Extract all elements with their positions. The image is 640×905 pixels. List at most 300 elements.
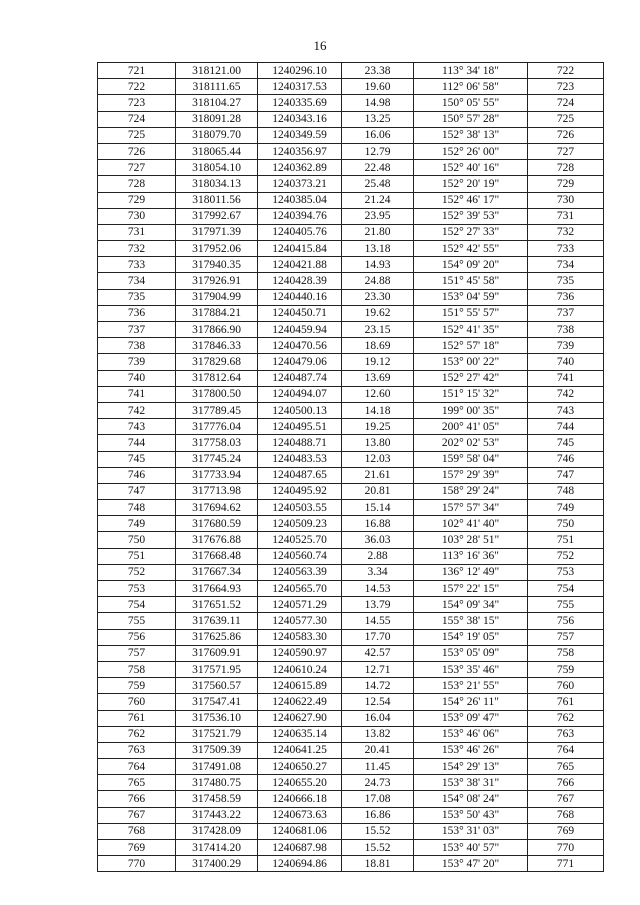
table-row bbox=[98, 143, 604, 159]
table-row bbox=[98, 354, 604, 370]
x-coordinate-cell: 317668.48 bbox=[176, 548, 258, 564]
length-cell: 15.52 bbox=[342, 840, 414, 856]
point-number-cell: 748 bbox=[98, 500, 176, 516]
table-row bbox=[98, 645, 604, 661]
coordinates-table-body bbox=[98, 63, 604, 872]
length-cell: 16.86 bbox=[342, 807, 414, 823]
next-point-cell: 736 bbox=[528, 289, 604, 305]
table-row bbox=[98, 208, 604, 224]
direction-angle-cell: 154° 08' 24" bbox=[414, 791, 528, 807]
table-row bbox=[98, 402, 604, 418]
direction-angle-cell: 157° 29' 39" bbox=[414, 467, 528, 483]
length-cell: 17.08 bbox=[342, 791, 414, 807]
direction-angle-cell: 152° 40' 16" bbox=[414, 160, 528, 176]
y-coordinate-cell: 1240673.63 bbox=[258, 807, 342, 823]
direction-angle-cell: 153° 46' 06" bbox=[414, 726, 528, 742]
next-point-cell: 763 bbox=[528, 726, 604, 742]
y-coordinate-cell: 1240343.16 bbox=[258, 111, 342, 127]
next-point-cell: 726 bbox=[528, 127, 604, 143]
direction-angle-cell: 112° 06' 58" bbox=[414, 79, 528, 95]
length-cell: 23.38 bbox=[342, 63, 414, 79]
x-coordinate-cell: 317609.91 bbox=[176, 645, 258, 661]
direction-angle-cell: 152° 41' 35" bbox=[414, 322, 528, 338]
next-point-cell: 740 bbox=[528, 354, 604, 370]
next-point-cell: 738 bbox=[528, 322, 604, 338]
y-coordinate-cell: 1240615.89 bbox=[258, 678, 342, 694]
y-coordinate-cell: 1240635.14 bbox=[258, 726, 342, 742]
length-cell: 16.88 bbox=[342, 516, 414, 532]
x-coordinate-cell: 317713.98 bbox=[176, 483, 258, 499]
next-point-cell: 725 bbox=[528, 111, 604, 127]
point-number-cell: 733 bbox=[98, 257, 176, 273]
x-coordinate-cell: 317829.68 bbox=[176, 354, 258, 370]
x-coordinate-cell: 317443.22 bbox=[176, 807, 258, 823]
table-row bbox=[98, 289, 604, 305]
length-cell: 14.18 bbox=[342, 402, 414, 418]
length-cell: 21.61 bbox=[342, 467, 414, 483]
point-number-cell: 747 bbox=[98, 483, 176, 499]
length-cell: 21.24 bbox=[342, 192, 414, 208]
page-number: 16 bbox=[313, 38, 327, 53]
y-coordinate-cell: 1240440.16 bbox=[258, 289, 342, 305]
table-row bbox=[98, 856, 604, 872]
table-row bbox=[98, 435, 604, 451]
table-row bbox=[98, 694, 604, 710]
length-cell: 42.57 bbox=[342, 645, 414, 661]
length-cell: 23.15 bbox=[342, 322, 414, 338]
x-coordinate-cell: 317952.06 bbox=[176, 241, 258, 257]
y-coordinate-cell: 1240666.18 bbox=[258, 791, 342, 807]
y-coordinate-cell: 1240583.30 bbox=[258, 629, 342, 645]
next-point-cell: 724 bbox=[528, 95, 604, 111]
length-cell: 19.12 bbox=[342, 354, 414, 370]
direction-angle-cell: 158° 29' 24" bbox=[414, 483, 528, 499]
table-row bbox=[98, 791, 604, 807]
point-number-cell: 765 bbox=[98, 775, 176, 791]
y-coordinate-cell: 1240627.90 bbox=[258, 710, 342, 726]
table-row bbox=[98, 322, 604, 338]
table-row bbox=[98, 305, 604, 321]
point-number-cell: 762 bbox=[98, 726, 176, 742]
table-row bbox=[98, 224, 604, 240]
length-cell: 15.52 bbox=[342, 823, 414, 839]
length-cell: 12.60 bbox=[342, 386, 414, 402]
point-number-cell: 766 bbox=[98, 791, 176, 807]
next-point-cell: 723 bbox=[528, 79, 604, 95]
point-number-cell: 742 bbox=[98, 402, 176, 418]
y-coordinate-cell: 1240335.69 bbox=[258, 95, 342, 111]
direction-angle-cell: 102° 41' 40" bbox=[414, 516, 528, 532]
direction-angle-cell: 153° 40' 57" bbox=[414, 840, 528, 856]
direction-angle-cell: 152° 27' 42" bbox=[414, 370, 528, 386]
next-point-cell: 737 bbox=[528, 305, 604, 321]
direction-angle-cell: 113° 34' 18" bbox=[414, 63, 528, 79]
table-row bbox=[98, 111, 604, 127]
next-point-cell: 761 bbox=[528, 694, 604, 710]
x-coordinate-cell: 317491.08 bbox=[176, 759, 258, 775]
y-coordinate-cell: 1240470.56 bbox=[258, 338, 342, 354]
length-cell: 17.70 bbox=[342, 629, 414, 645]
y-coordinate-cell: 1240317.53 bbox=[258, 79, 342, 95]
length-cell: 18.81 bbox=[342, 856, 414, 872]
length-cell: 12.79 bbox=[342, 143, 414, 159]
point-number-cell: 752 bbox=[98, 564, 176, 580]
point-number-cell: 735 bbox=[98, 289, 176, 305]
point-number-cell: 723 bbox=[98, 95, 176, 111]
x-coordinate-cell: 317745.24 bbox=[176, 451, 258, 467]
table-row bbox=[98, 548, 604, 564]
length-cell: 25.48 bbox=[342, 176, 414, 192]
direction-angle-cell: 152° 39' 53" bbox=[414, 208, 528, 224]
length-cell: 21.80 bbox=[342, 224, 414, 240]
next-point-cell: 730 bbox=[528, 192, 604, 208]
length-cell: 13.79 bbox=[342, 597, 414, 613]
point-number-cell: 729 bbox=[98, 192, 176, 208]
point-number-cell: 764 bbox=[98, 759, 176, 775]
direction-angle-cell: 154° 26' 11" bbox=[414, 694, 528, 710]
length-cell: 12.71 bbox=[342, 661, 414, 677]
direction-angle-cell: 159° 58' 04" bbox=[414, 451, 528, 467]
point-number-cell: 737 bbox=[98, 322, 176, 338]
length-cell: 36.03 bbox=[342, 532, 414, 548]
y-coordinate-cell: 1240495.92 bbox=[258, 483, 342, 499]
y-coordinate-cell: 1240681.06 bbox=[258, 823, 342, 839]
direction-angle-cell: 157° 22' 15" bbox=[414, 581, 528, 597]
point-number-cell: 728 bbox=[98, 176, 176, 192]
x-coordinate-cell: 317625.86 bbox=[176, 629, 258, 645]
next-point-cell: 760 bbox=[528, 678, 604, 694]
direction-angle-cell: 153° 47' 20" bbox=[414, 856, 528, 872]
y-coordinate-cell: 1240428.39 bbox=[258, 273, 342, 289]
next-point-cell: 727 bbox=[528, 143, 604, 159]
point-number-cell: 743 bbox=[98, 419, 176, 435]
x-coordinate-cell: 317800.50 bbox=[176, 386, 258, 402]
y-coordinate-cell: 1240687.98 bbox=[258, 840, 342, 856]
next-point-cell: 750 bbox=[528, 516, 604, 532]
direction-angle-cell: 154° 29' 13" bbox=[414, 759, 528, 775]
direction-angle-cell: 154° 09' 34" bbox=[414, 597, 528, 613]
direction-angle-cell: 151° 15' 32" bbox=[414, 386, 528, 402]
x-coordinate-cell: 317940.35 bbox=[176, 257, 258, 273]
x-coordinate-cell: 318091.28 bbox=[176, 111, 258, 127]
next-point-cell: 757 bbox=[528, 629, 604, 645]
table-row bbox=[98, 742, 604, 758]
x-coordinate-cell: 317400.29 bbox=[176, 856, 258, 872]
direction-angle-cell: 153° 31' 03" bbox=[414, 823, 528, 839]
direction-angle-cell: 153° 09' 47" bbox=[414, 710, 528, 726]
table-row bbox=[98, 661, 604, 677]
next-point-cell: 768 bbox=[528, 807, 604, 823]
x-coordinate-cell: 317904.99 bbox=[176, 289, 258, 305]
next-point-cell: 729 bbox=[528, 176, 604, 192]
direction-angle-cell: 153° 04' 59" bbox=[414, 289, 528, 305]
table-row bbox=[98, 516, 604, 532]
point-number-cell: 730 bbox=[98, 208, 176, 224]
next-point-cell: 732 bbox=[528, 224, 604, 240]
direction-angle-cell: 153° 05' 09" bbox=[414, 645, 528, 661]
y-coordinate-cell: 1240610.24 bbox=[258, 661, 342, 677]
direction-angle-cell: 152° 42' 55" bbox=[414, 241, 528, 257]
point-number-cell: 741 bbox=[98, 386, 176, 402]
point-number-cell: 749 bbox=[98, 516, 176, 532]
direction-angle-cell: 136° 12' 49" bbox=[414, 564, 528, 580]
table-row bbox=[98, 63, 604, 79]
next-point-cell: 752 bbox=[528, 548, 604, 564]
direction-angle-cell: 154° 19' 05" bbox=[414, 629, 528, 645]
x-coordinate-cell: 318034.13 bbox=[176, 176, 258, 192]
x-coordinate-cell: 317694.62 bbox=[176, 500, 258, 516]
point-number-cell: 763 bbox=[98, 742, 176, 758]
x-coordinate-cell: 317664.93 bbox=[176, 581, 258, 597]
point-number-cell: 746 bbox=[98, 467, 176, 483]
length-cell: 19.60 bbox=[342, 79, 414, 95]
length-cell: 23.30 bbox=[342, 289, 414, 305]
table-row bbox=[98, 840, 604, 856]
direction-angle-cell: 153° 35' 46" bbox=[414, 661, 528, 677]
x-coordinate-cell: 318079.70 bbox=[176, 127, 258, 143]
x-coordinate-cell: 318104.27 bbox=[176, 95, 258, 111]
point-number-cell: 721 bbox=[98, 63, 176, 79]
next-point-cell: 770 bbox=[528, 840, 604, 856]
x-coordinate-cell: 317536.10 bbox=[176, 710, 258, 726]
length-cell: 14.72 bbox=[342, 678, 414, 694]
length-cell: 14.55 bbox=[342, 613, 414, 629]
y-coordinate-cell: 1240349.59 bbox=[258, 127, 342, 143]
length-cell: 13.18 bbox=[342, 241, 414, 257]
x-coordinate-cell: 317733.94 bbox=[176, 467, 258, 483]
x-coordinate-cell: 317560.57 bbox=[176, 678, 258, 694]
next-point-cell: 755 bbox=[528, 597, 604, 613]
table-row bbox=[98, 419, 604, 435]
table-row bbox=[98, 532, 604, 548]
table-row bbox=[98, 192, 604, 208]
table-row bbox=[98, 807, 604, 823]
next-point-cell: 745 bbox=[528, 435, 604, 451]
table-row bbox=[98, 597, 604, 613]
table-row bbox=[98, 79, 604, 95]
y-coordinate-cell: 1240495.51 bbox=[258, 419, 342, 435]
point-number-cell: 734 bbox=[98, 273, 176, 289]
direction-angle-cell: 151° 55' 57" bbox=[414, 305, 528, 321]
direction-angle-cell: 153° 46' 26" bbox=[414, 742, 528, 758]
x-coordinate-cell: 317971.39 bbox=[176, 224, 258, 240]
table-row bbox=[98, 451, 604, 467]
y-coordinate-cell: 1240525.70 bbox=[258, 532, 342, 548]
x-coordinate-cell: 317776.04 bbox=[176, 419, 258, 435]
point-number-cell: 732 bbox=[98, 241, 176, 257]
next-point-cell: 762 bbox=[528, 710, 604, 726]
point-number-cell: 731 bbox=[98, 224, 176, 240]
table-row bbox=[98, 241, 604, 257]
next-point-cell: 734 bbox=[528, 257, 604, 273]
next-point-cell: 746 bbox=[528, 451, 604, 467]
x-coordinate-cell: 317651.52 bbox=[176, 597, 258, 613]
direction-angle-cell: 202° 02' 53" bbox=[414, 435, 528, 451]
length-cell: 13.82 bbox=[342, 726, 414, 742]
length-cell: 19.62 bbox=[342, 305, 414, 321]
next-point-cell: 756 bbox=[528, 613, 604, 629]
point-number-cell: 760 bbox=[98, 694, 176, 710]
x-coordinate-cell: 317884.21 bbox=[176, 305, 258, 321]
point-number-cell: 758 bbox=[98, 661, 176, 677]
point-number-cell: 722 bbox=[98, 79, 176, 95]
y-coordinate-cell: 1240571.29 bbox=[258, 597, 342, 613]
point-number-cell: 754 bbox=[98, 597, 176, 613]
next-point-cell: 766 bbox=[528, 775, 604, 791]
length-cell: 18.69 bbox=[342, 338, 414, 354]
table-row bbox=[98, 273, 604, 289]
point-number-cell: 724 bbox=[98, 111, 176, 127]
x-coordinate-cell: 318121.00 bbox=[176, 63, 258, 79]
table-row bbox=[98, 370, 604, 386]
length-cell: 13.25 bbox=[342, 111, 414, 127]
table-row bbox=[98, 95, 604, 111]
direction-angle-cell: 153° 38' 31" bbox=[414, 775, 528, 791]
direction-angle-cell: 152° 57' 18" bbox=[414, 338, 528, 354]
next-point-cell: 767 bbox=[528, 791, 604, 807]
table-row bbox=[98, 500, 604, 516]
point-number-cell: 761 bbox=[98, 710, 176, 726]
table-row bbox=[98, 467, 604, 483]
point-number-cell: 768 bbox=[98, 823, 176, 839]
direction-angle-cell: 153° 00' 22" bbox=[414, 354, 528, 370]
point-number-cell: 736 bbox=[98, 305, 176, 321]
length-cell: 22.48 bbox=[342, 160, 414, 176]
next-point-cell: 758 bbox=[528, 645, 604, 661]
point-number-cell: 727 bbox=[98, 160, 176, 176]
length-cell: 19.25 bbox=[342, 419, 414, 435]
next-point-cell: 742 bbox=[528, 386, 604, 402]
direction-angle-cell: 154° 09' 20" bbox=[414, 257, 528, 273]
direction-angle-cell: 152° 46' 17" bbox=[414, 192, 528, 208]
x-coordinate-cell: 317758.03 bbox=[176, 435, 258, 451]
y-coordinate-cell: 1240362.89 bbox=[258, 160, 342, 176]
x-coordinate-cell: 317521.79 bbox=[176, 726, 258, 742]
y-coordinate-cell: 1240622.49 bbox=[258, 694, 342, 710]
y-coordinate-cell: 1240483.53 bbox=[258, 451, 342, 467]
point-number-cell: 751 bbox=[98, 548, 176, 564]
table-row bbox=[98, 160, 604, 176]
next-point-cell: 749 bbox=[528, 500, 604, 516]
point-number-cell: 745 bbox=[98, 451, 176, 467]
x-coordinate-cell: 317992.67 bbox=[176, 208, 258, 224]
length-cell: 3.34 bbox=[342, 564, 414, 580]
x-coordinate-cell: 317571.95 bbox=[176, 661, 258, 677]
point-number-cell: 739 bbox=[98, 354, 176, 370]
y-coordinate-cell: 1240488.71 bbox=[258, 435, 342, 451]
next-point-cell: 753 bbox=[528, 564, 604, 580]
next-point-cell: 739 bbox=[528, 338, 604, 354]
y-coordinate-cell: 1240565.70 bbox=[258, 581, 342, 597]
next-point-cell: 747 bbox=[528, 467, 604, 483]
y-coordinate-cell: 1240655.20 bbox=[258, 775, 342, 791]
y-coordinate-cell: 1240650.27 bbox=[258, 759, 342, 775]
coordinates-table bbox=[97, 62, 604, 872]
table-row bbox=[98, 257, 604, 273]
length-cell: 15.14 bbox=[342, 500, 414, 516]
point-number-cell: 726 bbox=[98, 143, 176, 159]
y-coordinate-cell: 1240500.13 bbox=[258, 402, 342, 418]
y-coordinate-cell: 1240385.04 bbox=[258, 192, 342, 208]
y-coordinate-cell: 1240459.94 bbox=[258, 322, 342, 338]
point-number-cell: 750 bbox=[98, 532, 176, 548]
next-point-cell: 759 bbox=[528, 661, 604, 677]
length-cell: 13.80 bbox=[342, 435, 414, 451]
x-coordinate-cell: 317866.90 bbox=[176, 322, 258, 338]
y-coordinate-cell: 1240590.97 bbox=[258, 645, 342, 661]
table-row bbox=[98, 823, 604, 839]
table-row bbox=[98, 483, 604, 499]
y-coordinate-cell: 1240415.84 bbox=[258, 241, 342, 257]
y-coordinate-cell: 1240405.76 bbox=[258, 224, 342, 240]
point-number-cell: 744 bbox=[98, 435, 176, 451]
next-point-cell: 741 bbox=[528, 370, 604, 386]
length-cell: 14.93 bbox=[342, 257, 414, 273]
direction-angle-cell: 153° 50' 43" bbox=[414, 807, 528, 823]
next-point-cell: 764 bbox=[528, 742, 604, 758]
point-number-cell: 767 bbox=[98, 807, 176, 823]
next-point-cell: 748 bbox=[528, 483, 604, 499]
y-coordinate-cell: 1240373.21 bbox=[258, 176, 342, 192]
point-number-cell: 725 bbox=[98, 127, 176, 143]
y-coordinate-cell: 1240394.76 bbox=[258, 208, 342, 224]
y-coordinate-cell: 1240694.86 bbox=[258, 856, 342, 872]
length-cell: 24.73 bbox=[342, 775, 414, 791]
length-cell: 13.69 bbox=[342, 370, 414, 386]
length-cell: 20.41 bbox=[342, 742, 414, 758]
table-row bbox=[98, 581, 604, 597]
x-coordinate-cell: 317458.59 bbox=[176, 791, 258, 807]
x-coordinate-cell: 318111.65 bbox=[176, 79, 258, 95]
next-point-cell: 754 bbox=[528, 581, 604, 597]
next-point-cell: 771 bbox=[528, 856, 604, 872]
direction-angle-cell: 152° 38' 13" bbox=[414, 127, 528, 143]
next-point-cell: 743 bbox=[528, 402, 604, 418]
next-point-cell: 735 bbox=[528, 273, 604, 289]
x-coordinate-cell: 318065.44 bbox=[176, 143, 258, 159]
table-row bbox=[98, 564, 604, 580]
x-coordinate-cell: 317547.41 bbox=[176, 694, 258, 710]
direction-angle-cell: 153° 21' 55" bbox=[414, 678, 528, 694]
x-coordinate-cell: 317846.33 bbox=[176, 338, 258, 354]
y-coordinate-cell: 1240509.23 bbox=[258, 516, 342, 532]
point-number-cell: 740 bbox=[98, 370, 176, 386]
point-number-cell: 756 bbox=[98, 629, 176, 645]
table-row bbox=[98, 775, 604, 791]
table-row bbox=[98, 176, 604, 192]
length-cell: 24.88 bbox=[342, 273, 414, 289]
length-cell: 14.53 bbox=[342, 581, 414, 597]
table-row bbox=[98, 710, 604, 726]
next-point-cell: 765 bbox=[528, 759, 604, 775]
direction-angle-cell: 103° 28' 51" bbox=[414, 532, 528, 548]
direction-angle-cell: 157° 57' 34" bbox=[414, 500, 528, 516]
length-cell: 14.98 bbox=[342, 95, 414, 111]
y-coordinate-cell: 1240421.88 bbox=[258, 257, 342, 273]
length-cell: 16.06 bbox=[342, 127, 414, 143]
x-coordinate-cell: 317680.59 bbox=[176, 516, 258, 532]
y-coordinate-cell: 1240487.65 bbox=[258, 467, 342, 483]
direction-angle-cell: 113° 16' 36" bbox=[414, 548, 528, 564]
table-row bbox=[98, 726, 604, 742]
next-point-cell: 733 bbox=[528, 241, 604, 257]
next-point-cell: 769 bbox=[528, 823, 604, 839]
y-coordinate-cell: 1240479.06 bbox=[258, 354, 342, 370]
direction-angle-cell: 151° 45' 58" bbox=[414, 273, 528, 289]
length-cell: 20.81 bbox=[342, 483, 414, 499]
point-number-cell: 738 bbox=[98, 338, 176, 354]
x-coordinate-cell: 317428.09 bbox=[176, 823, 258, 839]
